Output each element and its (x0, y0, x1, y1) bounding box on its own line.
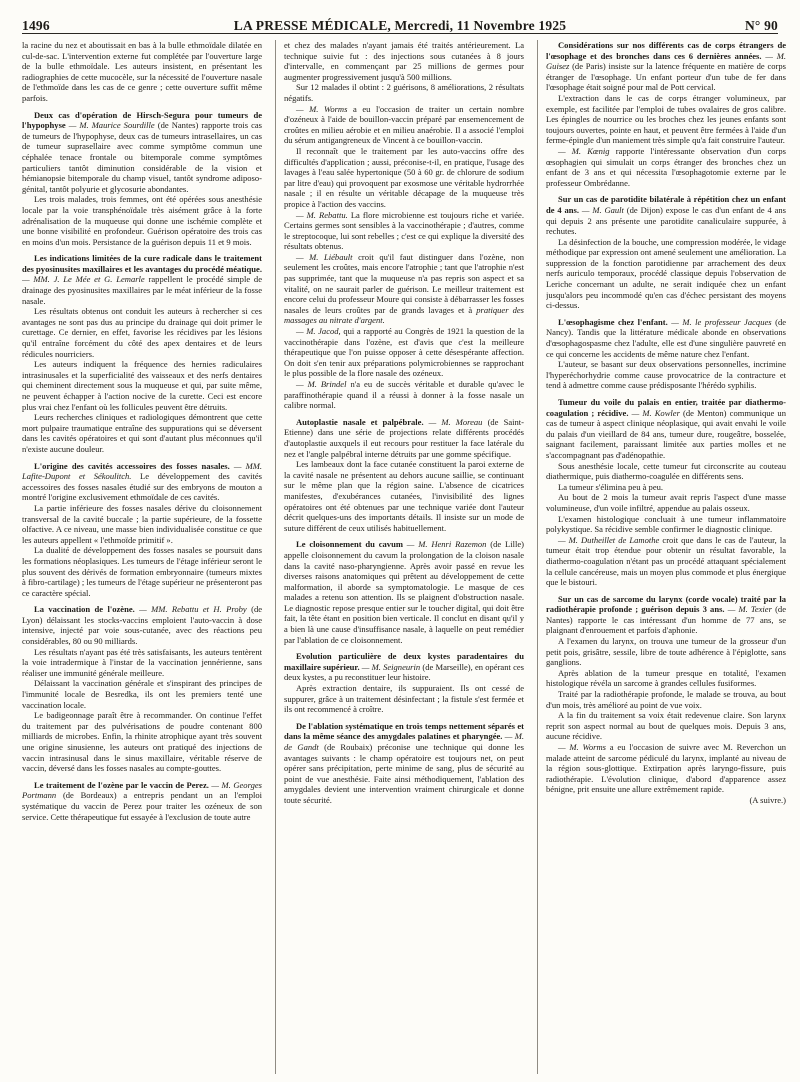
journal-title: LA PRESSE MÉDICALE, Mercredi, 11 Novembre 1925 (233, 18, 567, 33)
column-divider (537, 40, 538, 1074)
paragraph: Les auteurs indiquent la fréquence des hernies radiculaires intrasinusales et la superficialité des vaisseaux et des nerfs dentaires qui cheminent directement sous la muqueuse et qui, par suite même, ne peuvent échapper à l'action nocive de la curette. Ceci est encore plus vrai chez l'enfant où les follicules peuvent être détruits. (22, 359, 262, 412)
section-title: L'origine des cavités accessoires des fosses nasales. (34, 460, 230, 471)
author: — M. le professeur Jacques (671, 316, 772, 327)
paragraph (284, 379, 524, 411)
paragraph: Le badigeonnage paraît être à recommander. On continue l'effet du traitement par des pulvérisations de poudre contenant 800 milliards de microbes. Enfin, la rhinite atrophique ayant très souvent une origine sinusienne, les auteurs ont pratiqué des injections de vaccin intrasinusal dans le sinus maxillaire, véritable réserve de vaccin, déversé dans les fosses nasales au compte-gouttes. (22, 710, 262, 774)
paragraph: La désinfection de la bouche, une compression modérée, le vidage méthodique par expression ont amené seulement une amélioration. La suppression de la fonction parotidienne par arrachement des deux nerfs auriculo temporaux, procédé classique depuis l'observation de Leriche concernant un adulte, ne serait indiquée chez un enfant jusqu'alors peu incommodé qu'en cas d'échec persistant des moyens ci-dessus. (546, 236, 786, 311)
section-amygdales (284, 721, 524, 806)
section-title: Considérations sur nos différents cas de corps étrangers de l'œsophage et des bronches dans ces 6 dernières années. (546, 40, 786, 61)
paragraph: Au bout de 2 mois la tumeur avait repris l'aspect d'une masse volumineuse, d'un voile infiltré, appendue au palais osseux. (546, 492, 786, 513)
section-text: Le développement des cavités accessoires des fosses nasales étudié sur des embryons de mouton a montré l'origine exclusivement ethmoïdale de ces cavités. (22, 471, 262, 503)
author: — M. Guisez (546, 50, 786, 72)
paragraph: Délaissant la vaccination générale et s'inspirant des principes de l'immunité locale de Besredka, ils ont les premiers tenté une vaccination locale. (22, 678, 262, 710)
paragraph-text: a eu l'occasion de suivre avec M. Reverchon un malade atteint de sarcome pédiculé du larynx, implanté au niveau de la région sous-glottique. Extirpation après laryngo-fissure, puis radiothérapie. L'évolution clinique, d'abord d'apparence assez bénigne, prit ensuite une allure extrêmement rapide. (546, 742, 786, 795)
section-text: (de Roubaix) préconise une technique qui donne les avantages suivants : le champ opératoire est toujours net, on peut opérer sans précipitation, perte minime de sang, plus de sécurité au point de vue anesthésie. Faite ainsi méthodiquement, l'ablation des amygdales devient une intervention vraiment chirurgicale et donne toute sécurité. (284, 742, 524, 805)
paragraph (546, 742, 786, 795)
section-parotidite (546, 194, 786, 236)
issue-number: N° 90 (744, 18, 778, 33)
section-title: L'œsophagisme chez l'enfant. (558, 316, 668, 327)
paragraph-text: a eu l'occasion de traiter un certain nombre d'ozéneux à l'aide de bouillon-vaccin préparé par ensemencement de croûtes en milieu aérobie et en milieu anaérobie. Il a associé l'emploi du sérum antigangreneux de Vincent à ce bouillon-vaccin. (284, 103, 524, 146)
paragraph: L'extraction dans le cas de corps étranger volumineux, par exemple, est facilitée par l'emploi de tubes ovalaires de gros calibre. Les épingles de nourrice ou les broches chez les jeunes enfants sont toujours ouvertes, pointe en haut, et peuvent être fermées à l'aide d'un ferme-épingle d'un maniement très simple qu'a fait construire l'auteur. (546, 92, 786, 146)
paragraph: la racine du nez et aboutissait en bas à la bulle ethmoïdale dilatée en cul-de-sac. L'intervention externe fut complétée par l'ouverture large de la bulle ethmoïdale. Les auteurs insistent, en présentant les radiographies de cette mucocèle, sur la nécessité de l'ouverture nasale de l'ethmoïde dans les cas de ce genre ; cette ouverture suffit même parfois. (22, 40, 262, 103)
paragraph: Sous anesthésie locale, cette tumeur fut circonscrite au couteau diathermique, puis diathermo-coagulée en différents sens. (546, 460, 786, 482)
paragraph: Leurs recherches cliniques et radiologiques démontrent que cette mort pulpaire traumatique entraîne des suppurations qui se déversent dans les cavités opératoires et qui sont d'autant plus méconnues qu'il n'existe aucune douleur. (22, 412, 262, 454)
paragraph: Sur 12 malades il obtint : 2 guérisons, 8 améliorations, 2 résultats négatifs. (284, 82, 524, 103)
section-text: (de Saint-Etienne) dans une série de projections relate différents procédés d'autoplastie auxquels il eut recours pour restituer la face latérale du nez et l'angle palpébral interne détruits par une gomme spécifique. (284, 416, 524, 459)
author: — M. Maurice Sourdille (68, 120, 155, 131)
author: — MM. J. Le Mée et G. Lemarle (22, 274, 145, 285)
paragraph: Les trois malades, trois femmes, ont été opérées sous anesthésie locale par la voie transphénoïdale très aisément grâce à la forte adrénalisation de la muqueuse qui donne une ischémie complète et une bonne visibilité en profondeur. Guérison opératoire des trois cas en moins d'un mois. Persistance de la guérison depuis 11 et 9 mois. (22, 194, 262, 247)
author: — M. Jacod, (296, 326, 341, 337)
author: — M. Liébault (296, 251, 353, 262)
section-text: (de Nantes) rapporte le cas intéressant d'un homme de 77 ans, se plaignant d'enrouement et parfois d'aphonie. (546, 604, 786, 636)
author: — M. Gault (581, 204, 624, 215)
section-autoplastie (284, 417, 524, 459)
emphasis-text: pratiquer des massages au nitrate d'argent. (284, 304, 524, 326)
section-cavum (284, 539, 524, 645)
author: — MM. Rebattu et H. Proby (139, 604, 247, 615)
author: — M. de Gandt (284, 731, 524, 752)
author: — M. Henri Razemon (406, 539, 487, 550)
section-title: Sur un cas de parotidite bilatérale à répétition chez un enfant de 4 ans. (546, 194, 786, 215)
paragraph: L'examen histologique concluait à une tumeur inflammatoire polykystique. Sa récidive semble confirmer le diagnostic clinique. (546, 513, 786, 535)
paragraph (546, 535, 786, 588)
paragraph (546, 146, 786, 188)
section-text: (de Marseille), en opérant ces deux kystes, a pu reconstituer leur histoire. (284, 661, 524, 683)
author: — M. Brindel (296, 379, 347, 389)
section-vaccination (22, 604, 262, 646)
paragraph: Après extraction dentaire, ils suppuraient. Ils ont cessé de suppurer, grâce à un traitement désinfectant ; la fistule s'est fermée et ils ont recommencé à croître. (284, 683, 524, 715)
author: — M. Worms (558, 742, 606, 752)
column-2 (284, 40, 524, 1074)
paragraph: Les résultats obtenus ont conduit les auteurs à rechercher si ces avantages ne sont pas dus au principe du drainage qui doit primer le curettage. Ce dernier, en effet, favorise les récidives par les lésions qu'il entraîne forcément du côté des apex dentaires et de leurs rédicules nourriciers. (22, 306, 262, 359)
section-title: Evolution particulière de deux kystes paradentaires du maxillaire supérieur. (284, 651, 524, 672)
section-title: Les indications limitées de la cure radicale dans le traitement des pyosinusites maxillaires et les avantages du procédé méatique. (22, 253, 262, 274)
page-header (22, 8, 778, 34)
column-1 (22, 40, 262, 1074)
paragraph (284, 252, 524, 326)
section-voile-palais (546, 397, 786, 461)
section-title: Sur un cas de sarcome du larynx (corde vocale) traité par la radiothérapie profonde ; guérison depuis 3 ans. (546, 593, 786, 615)
column-divider (275, 40, 276, 1074)
paragraph: A la fin du traitement sa voix était redevenue claire. Son larynx reprit son aspect normal au bout de quelques mois. Depuis 3 ans, aucune récidive. (546, 710, 786, 742)
header-rule (22, 33, 778, 34)
paragraph: A l'examen du larynx, on trouva une tumeur de la grosseur d'un petit pois, grisâtre, sessile, libre de toute adhérence à l'épiglotte, sans ganglions. (546, 636, 786, 668)
paragraph: Les résultats n'ayant pas été très satisfaisants, les auteurs tentèrent la voie intradermique à l'instar de la vaccination jennérienne, sans réaliser une immunité générale meilleure. (22, 646, 262, 678)
section-text: (de Lyon) délaissant les stocks-vaccins emploient l'auto-vaccin à dose intensive, injecté par voie sous-cutanée, avec des réactions peu considérables, 80 ou 90 milliards. (22, 604, 262, 647)
section-text: (de Nantes) rapporte trois cas de tumeurs de l'hypophyse, deux cas de tumeurs intrasellaires, un cas de tumeur suprasellaire avec comme symptôme commun une céphalée tenace frontale ou bitemporale comme symptômes particuliers tantôt diminution considérable de la vision et hémianopsie bitemporale du champ visuel, tantôt syndrome adiposo-génital, tantôt polyurie et glycosurie abondantes. (22, 120, 262, 194)
paragraph (284, 210, 524, 252)
paragraph-text: La flore microbienne est toujours riche et variée. Certains germes sont sensibles à la vaccinothérapie ; d'autres, comme le streptocoque, lui sont rebelles ; c'est ce qui explique la diversité des résultats obtenus. (284, 209, 524, 252)
author: — M. Rebattu. (296, 209, 348, 220)
author: — M. Georges Portmann (22, 779, 262, 801)
section-text: (de Paris) insiste sur la latence fréquente en matière de corps étranger de l'œsophage. Un enfant porteur d'un tube de fer dans l'œsophage était soigné pour mal de Pott cervical. (546, 61, 786, 93)
section-text: rappellent le procédé simple de drainage des pyosinusites maxillaires par le méat inférieur de la fosse nasale. (22, 274, 262, 306)
paragraph: Traité par la radiothérapie profonde, le malade se trouva, au bout d'un mois, très amélioré au point de vue voix. (546, 689, 786, 710)
section-text: (de Bordeaux) a entrepris pendant un an l'emploi systématique du vaccin de Perez pour traiter les ozéneux de son service. Cette thérapeutique fut essayée à l'exclusion de toute autre (22, 790, 262, 822)
author: — M. Worms (296, 103, 348, 114)
paragraph-text: n'a eu de succès véritable et durable qu'avec le paraffinothérapie quand il a réussi à donner à la fosse nasale un calibre normal. (284, 379, 524, 411)
paragraph-text: qui a rapporté au Congrès de 1921 la question de la vaccinothérapie dans l'ozène, est d'avis que c'est la meilleure thérapeutique que l'on puisse opposer à cette désespérante affection. On doit s'en tenir aux préparations polymicrobiennes se rapprochant le plus possible de la flore nasale des ozéneux. (284, 326, 524, 379)
paragraph (284, 104, 524, 146)
section-title: La vaccination de l'ozène. (34, 604, 135, 615)
section-text: (de Nancy). Tandis que la littérature médicale abonde en observations d'œsophagospasme chez l'adulte, elle est d'une singulière pauvreté en ce qui concerne les accidents de même nature chez l'enfant. (546, 316, 786, 359)
paragraph: La partie inférieure des fosses nasales dérive du cloisonnement transversal de la cavité buccale ; la partie supérieure, de la fossette olfactive. A ce niveau, une masse bien individualisée constitue ce que les auteurs appellent « l'ethmoïde primitif ». (22, 502, 262, 545)
section-title: Tumeur du voile du palais en entier, traitée par diathermo-coagulation ; récidive. (546, 397, 786, 418)
paragraph: La tumeur s'élimina peu à peu. (558, 481, 664, 492)
paragraph: et chez des malades n'ayant jamais été traités antérieurement. La technique suivie fut : des injections sous cutanées à 8 jours d'intervalle, en commençant par 25 millions de germes pour augmenter progressivement jusqu'à 500 millions. (284, 40, 524, 82)
author: — MM. Lafite-Dupont et Sékoulitch. (22, 460, 262, 482)
section-corps-etrangers (546, 40, 786, 93)
section-hypophyse (22, 110, 262, 195)
author: — M. Texier (727, 604, 772, 615)
section-text: (de Lille) appelle cloisonnement du cavum la prolongation de la cloison nasale dans la cavité naso-pharyngienne. Après avoir passé en revue les diverses raisons anatomiques qui prêtent au développement de cette malformation, il aborde sa symptomatologie. Le masque de ces malades a retenu son attention. Ils se plaignent d'obstruction nasale. Le diagnostic repose presque entier sur le toucher digital, qui doit être fait, la tête étant en position bien verticale. Il conclut en disant qu'il y a bien là une cause d'insuffisance nasale, à laquelle on peut remédier par l'ablation de ce cloisonnement. (284, 539, 524, 645)
section-oesophagisme (546, 317, 786, 359)
author: — M. Seigneurin (361, 661, 421, 672)
author: — M. Kœnig (558, 145, 610, 156)
section-sarcome-larynx (546, 594, 786, 636)
column-3 (546, 40, 786, 1074)
section-text: (de Dijon) expose le cas d'un enfant de 4 ans qui depuis 2 ans présente une parotidite canaliculaire suppurée, à rechutes. (546, 204, 786, 237)
section-pyosinusites (22, 253, 262, 306)
section-title: De l'ablation systématique en trois temps nettement séparés et dans la même séance des amygdales palatines et pharyngée. (284, 720, 524, 742)
author: — M. Kowler (631, 407, 680, 418)
section-title: Le cloisonnement du cavum (296, 539, 403, 550)
paragraph-text: rapporte l'intéressante observation d'un corps œsophagien qui simulait un corps étranger des bronches chez un enfant de 3 ans et qui nécessita l'œsophagotomie externe par le professeur Ombrédanne. (546, 145, 786, 188)
section-title: Autoplastie nasale et palpébrale. (296, 416, 424, 427)
paragraph: Après ablation de la tumeur presque en totalité, l'examen histologique révéla un sarcome à grandes cellules fusiformes. (546, 667, 786, 689)
section-text: (de Menton) communique un cas de tumeur à aspect clinique néoplasique, qui avait envahi le voile du palais d'un vieillard de 84 ans, tumeur dure, rougeâtre, bosselée, saignant facilement, paraissant limitée aux parties molles et ne s'accompagnant pas d'adénopathie. (546, 407, 786, 460)
section-perez (22, 780, 262, 822)
paragraph: Les lambeaux dont la face cutanée constituent la paroi externe de la cavité nasale ne présentent au dehors aucune saillie, se continuant sur le même plan que la région saine. L'absence de cicatrices manifestes, d'exubérances cutanées, l'invisibilité des lignes opératoires ont été obtenues par une technique variée dont l'auteur décrit quelques-uns des importants détails. Il insiste sur un mode de suture différent de ceux utilisés habituellement. (284, 459, 524, 533)
to-be-continued: (A suivre.) (749, 794, 786, 805)
paragraph-text: croit que dans le cas de l'auteur, la tumeur était trop étendue pour obtenir un résultat favorable, la diathermo-coagulation n'étant pas un procédé attaquant spécialement la cellule cancéreuse, mais un moyen plus commode et plus énergique que le bistouri. (546, 534, 786, 588)
paragraph: La dualité de développement des fosses nasales se poursuit dans les formations néoplasiques. Les tumeurs de l'étage inférieur seront le plus souvent des dérivés de formation embryonnaire (tumeurs mixtes à fibro-cartilage) ; les tumeurs de l'étage supérieur ne présenteront pas ce caractère spécial. (22, 545, 262, 598)
section-kystes (284, 651, 524, 683)
paragraph-text: croit qu'il faut distinguer dans l'ozène, non seulement les croûtes, mais encore l'atrophie ; tant que l'atrophie n'est pas supprimée, tant que la muqueuse n'a pas repris son aspect et sa vitalité, on ne saurait parler de guérison. Le meilleur traitement est encore celui du professeur Moure qui consiste à débarrasser les fosses nasales de leurs croûtes par de grands lavages et à (284, 251, 524, 315)
author: — M. Moreau (428, 416, 483, 427)
section-title: Deux cas d'opération de Hirsch-Segura pour tumeurs de l'hypophyse (22, 109, 262, 131)
section-cavites (22, 461, 262, 503)
paragraph (284, 326, 524, 379)
section-title: Le traitement de l'ozène par le vaccin de Perez. (34, 779, 209, 790)
author: — M. Dutheillet de Lamothe (558, 534, 660, 545)
paragraph: L'auteur, se basant sur deux observations personnelles, incrimine l'hyperéchorhydrie comme cause provocatrice de la contracture et tend à admettre comme cause prédisposante l'hérédo syphilis. (546, 359, 786, 391)
page-number: 1496 (22, 18, 50, 33)
paragraph: Il reconnaît que le traitement par les auto-vaccins offre des difficultés d'application ; aussi, préconise-t-il, en pratique, l'usage des lavages à l'eau salée hypertonique (50 à 60 gr. de chlorure de sodium par litre d'eau) qui provoquent par exosmose une véritable hydrorrhée nasale ; il en résulte un véritable décapage de la muqueuse très propice à l'action des vaccins. (284, 145, 524, 209)
